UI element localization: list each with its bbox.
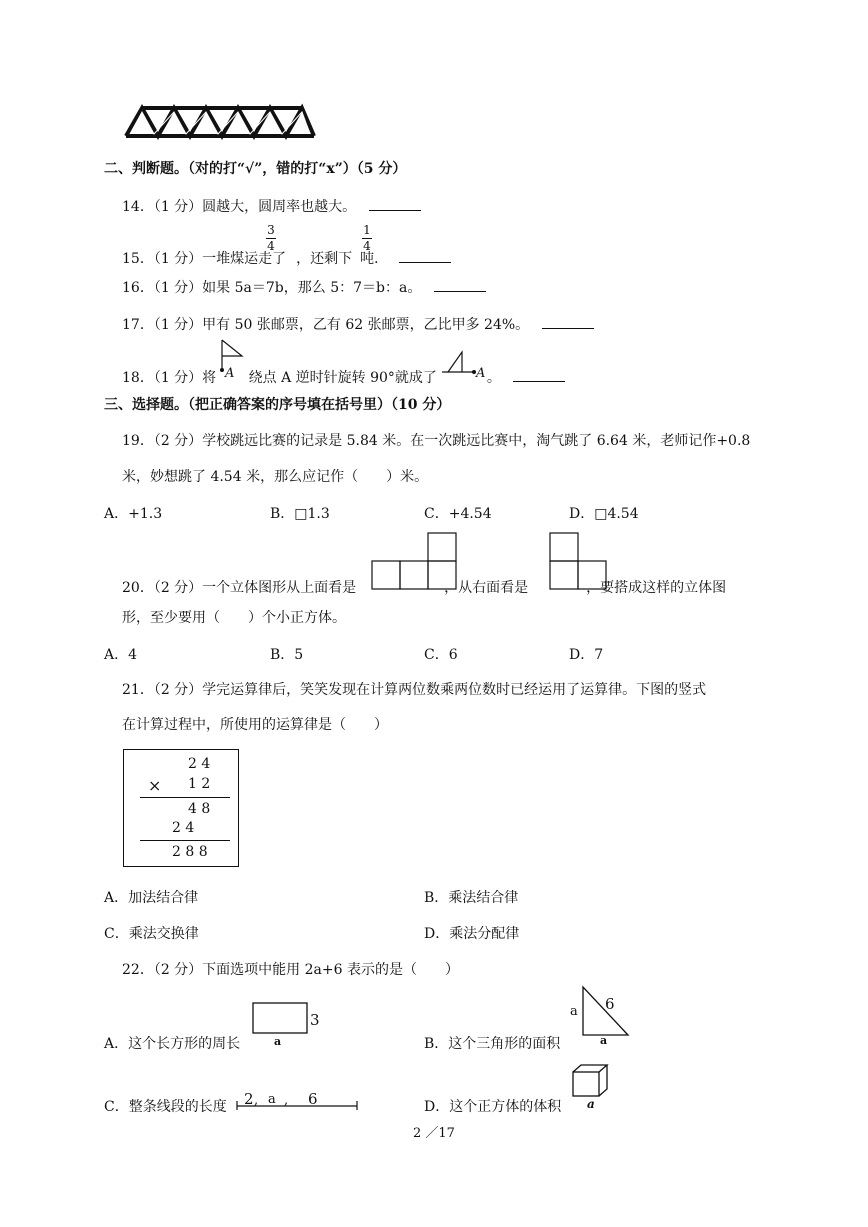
calc-row5: 2 8 8 [172,844,208,860]
q15-fraction-a [266,224,276,253]
question-22 [122,959,459,979]
q17-num: 17．（1 分） [122,317,203,333]
q22-segment-part3: 6 [308,1090,318,1108]
q21-vertical-calculation [123,749,239,867]
q15-answer-blank[interactable] [399,250,451,263]
q20-text-c: ，要搭成这样的立体图 [586,580,727,596]
q21-option-d[interactable]: D．乘法分配律 [424,926,520,942]
q15-text-a: 一堆煤运走了 [202,251,287,267]
section3-heading: 三、选择题。（把正确答案的序号填在括号里）（10 分） [104,397,451,413]
q16-text: 如果 5a＝7b，那么 5：7＝b：a。 [202,280,422,296]
q20-line2: 形，至少要用（ ）个小正方体。 [122,610,346,626]
q22-option-c[interactable]: C．整条线段的长度 [104,1099,227,1115]
calc-row2: 1 2 [188,776,211,792]
q20-option-d[interactable]: D．7 [569,647,604,663]
q21-option-a[interactable]: A．加法结合律 [104,890,199,906]
q19-option-b[interactable]: B．□1.3 [270,506,330,522]
question-19-line1 [122,430,750,450]
q20-num: 20．（2 分） [122,580,203,596]
q15-num: 15．（1 分） [122,251,203,267]
q19-line1: 学校跳远比赛的记录是 5.84 米。在一次跳远比赛中，淘气跳了 6.64 米，老师记作+0.8 [202,433,751,449]
q22-text: 下面选项中能用 2a+6 表示的是（ ） [202,962,459,978]
q22-segment-part1: 2 [244,1090,254,1108]
q22-option-b[interactable]: B．这个三角形的面积 [424,1036,561,1052]
q18-num: 18．（1 分） [122,370,203,386]
q22-rect-base-label: a [274,1035,282,1048]
calc-row1: 2 4 [188,756,211,772]
q18-label-a1: A [225,366,235,381]
q16-answer-blank[interactable] [434,279,486,292]
q19-option-d[interactable]: D．□4.54 [569,506,639,522]
calc-row3: 4 8 [188,801,211,817]
page-number: 2 ／17 [413,1126,455,1141]
q20-option-c[interactable]: C．6 [424,647,458,663]
q14-answer-blank[interactable] [369,198,421,211]
q20-text-a: 一个立体图形从上面看是 [202,580,357,596]
question-18 [122,367,565,387]
q20-option-b[interactable]: B．5 [270,647,304,663]
q15-fraction-b [362,224,372,253]
q17-answer-blank[interactable] [542,316,594,329]
q21-option-b[interactable]: B．乘法结合律 [424,890,519,906]
q20-text-b: ，从右面看是 [444,580,529,596]
stick-triangles-figure [122,104,318,140]
calc-times-sign: × [148,776,162,795]
q22-rectangle-figure [252,1002,312,1036]
question-21-line1 [122,679,706,699]
q15-fraction-a-num: 3 [267,223,275,237]
q22-triangle-base-label: a [600,1034,608,1047]
question-16 [122,277,486,297]
q20-top-view-figure [371,532,461,592]
q21-line1: 学完运算律后，笑笑发现在计算两位数乘两位数时已经运用了运算律。下图的竖式 [202,682,707,698]
q19-line2: 米，妙想跳了 4.54 米，那么应记作（ ）米。 [122,469,429,485]
q18-label-a2: A [476,366,486,381]
q21-option-c[interactable]: C．乘法交换律 [104,926,199,942]
q18-text-c: 。 [486,370,501,386]
q15-text-c: 吨． [360,251,389,267]
q14-text: 圆越大，圆周率也越大。 [202,199,357,215]
q22-option-d[interactable]: D．这个正方体的体积 [424,1099,562,1115]
q22-triangle-side-label: a [570,1004,578,1019]
q22-triangle-hyp-label: 6 [605,995,615,1013]
q19-option-c[interactable]: C．+4.54 [424,506,492,522]
q15-text-b: ，还剩下 [296,251,353,267]
question-17 [122,314,594,334]
q15-fraction-b-den: 4 [363,239,371,253]
q22-num: 22．（2 分） [122,962,203,978]
q15-fraction-b-num: 1 [363,223,371,237]
q18-answer-blank[interactable] [513,369,565,382]
q20-right-view-figure [549,532,609,592]
q18-text-a: 将 [202,370,217,386]
section2-heading: 二、判断题。（对的打“√”，错的打“x”）（5 分） [104,161,407,177]
question-14 [122,196,421,216]
q16-num: 16．（1 分） [122,280,203,296]
q19-option-a[interactable]: A．+1.3 [104,506,163,522]
q20-option-a[interactable]: A．4 [104,647,138,663]
q14-num: 14．（1 分） [122,199,203,215]
q22-rect-side-label: 3 [310,1011,320,1029]
q15-fraction-a-den: 4 [267,239,275,253]
q21-num: 21．（2 分） [122,682,203,698]
q19-num: 19．（2 分） [122,433,203,449]
calc-row4: 2 4 [172,820,195,836]
q18-text-b: 绕点 A 逆时针旋转 90°就成了 [244,370,437,386]
q17-text: 甲有 50 张邮票，乙有 62 张邮票，乙比甲多 24%。 [202,317,530,333]
question-15 [122,248,451,268]
q22-segment-part2: a [268,1092,276,1107]
q22-option-a[interactable]: A．这个长方形的周长 [104,1036,241,1052]
q22-cube-edge-label: a [587,1097,595,1111]
q22-cube-figure [572,1064,614,1098]
q21-line2: 在计算过程中，所使用的运算律是（ ） [122,717,388,733]
